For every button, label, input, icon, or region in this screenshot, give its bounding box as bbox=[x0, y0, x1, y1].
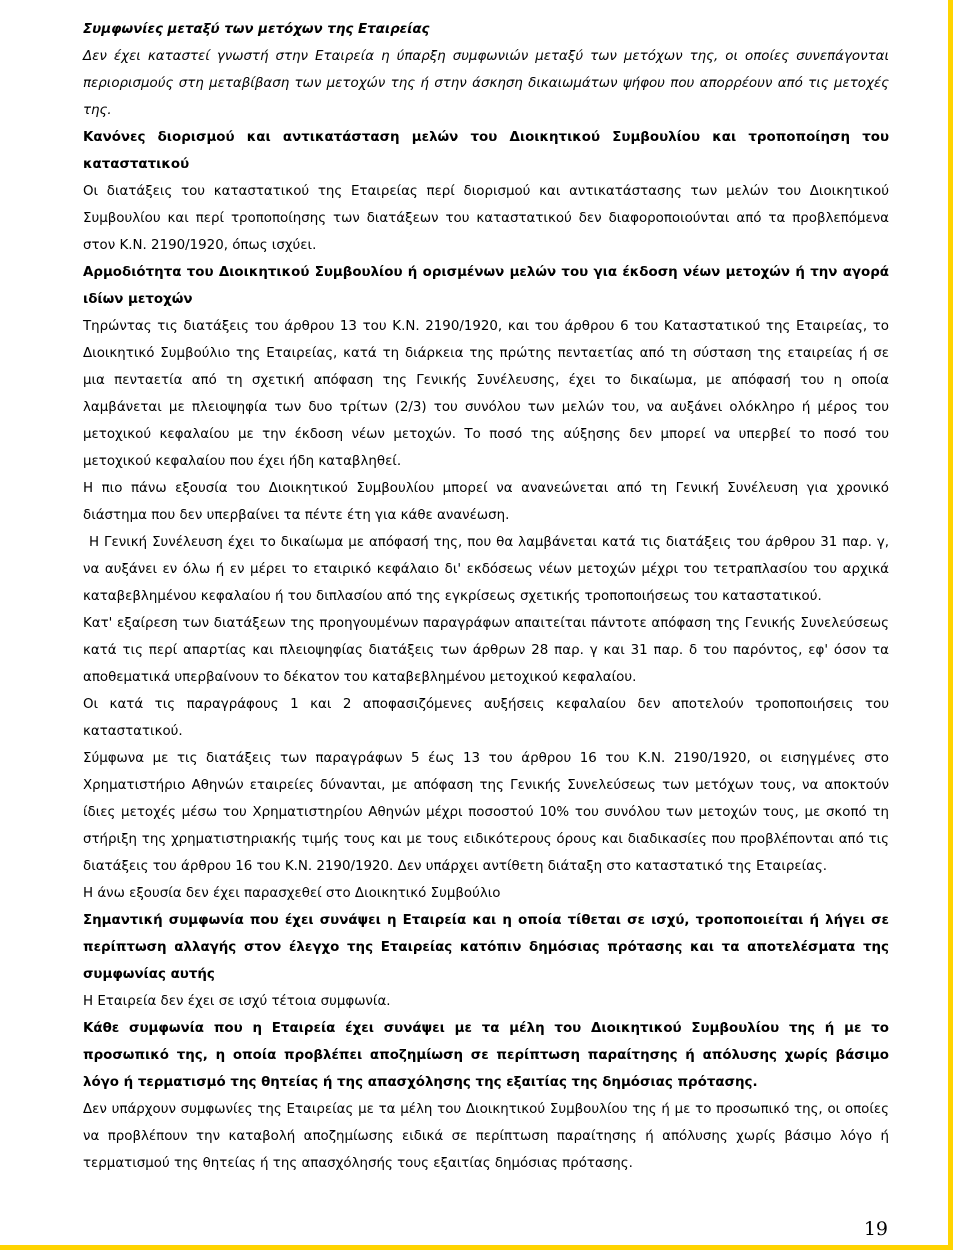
section-heading-shareholder-agreements: Συμφωνίες μεταξύ των μετόχων της Εταιρείας bbox=[83, 22, 430, 37]
section-heading-change-of-control: Σημαντική συμφωνία που έχει συνάψει η Εταιρεία και η οποία τίθεται σε ισχύ, τροποποιείται ή λήγει σε περίπτωση αλλαγής στον έλεγχο της Εταιρείας κατόπιν δημόσιας πρότασης και τα αποτελέσματα της συμφωνίας αυτής bbox=[83, 913, 889, 982]
paragraph-general-meeting-capital-increase: Η Γενική Συνέλευση έχει το δικαίωμα με απόφασή της, που θα λαμβάνεται κατά τις διατάξεις του άρθρου 31 παρ. γ, να αυξάνει εν όλω ή εν μέρει το εταιρικό κεφάλαιο δι' εκδόσεως νέων μετοχών μέχρι του τετραπλασίου του αρχικά καταβεβλημένου κεφαλαίου ή του διπλασίου από της εγκρίσεως σχετικής τροποποιήσεως του καταστατικού. bbox=[83, 535, 889, 604]
paragraph-capital-increase-not-amendment: Οι κατά τις παραγράφους 1 και 2 αποφασιζόμενες αυξήσεις κεφαλαίου δεν αποτελούν τροποποιήσεις του καταστατικού. bbox=[83, 697, 889, 739]
section-heading-compensation-agreements: Κάθε συμφωνία που η Εταιρεία έχει συνάψει με τα μέλη του Διοικητικού Συμβουλίου της ή με το προσωπικό της, η οποία προβλέπει αποζημίωση σε περίπτωση παραίτησης ή απόλυσης χωρίς βάσιμο λόγο ή τερματισμό της θητείας ή της απασχόλησης της εξαιτίας της δημόσιας πρότασης. bbox=[83, 1021, 889, 1090]
page-number: 19 bbox=[863, 1218, 888, 1240]
paragraph-share-issuance-authority: Τηρώντας τις διατάξεις του άρθρου 13 του Κ.Ν. 2190/1920, και του άρθρου 6 του Καταστατικού της Εταιρείας, το Διοικητικό Συμβούλιο της Εταιρείας, κατά τη διάρκεια της πρώτης πενταετίας από τη σύσταση της εταιρείας ή σε μια πενταετία από τη σχετική απόφαση της Γενικής Συνέλευσης, έχει το δικαίωμα, με απόφασή του η οποία λαμβάνεται με πλειοψηφία των δυο τρίτων (2/3) του συνόλου των μελών του, να αυξάνει ολόκληρο ή μέρος του μετοχικού κεφαλαίου με την έκδοση νέων μετοχών. Το ποσό της αύξησης δεν μπορεί να υπερβεί το ποσό του μετοχικού κεφαλαίου που έχει ήδη καταβληθεί. bbox=[83, 319, 889, 469]
paragraph-authority-renewal: Η πιο πάνω εξουσία του Διοικητικού Συμβουλίου μπορεί να ανανεώνεται από τη Γενική Συνέλευση για χρονικό διάστημα που δεν υπερβαίνει τα πέντε έτη για κάθε ανανέωση. bbox=[83, 481, 889, 523]
paragraph-own-shares-acquisition: Σύμφωνα με τις διατάξεις των παραγράφων 5 έως 13 του άρθρου 16 του Κ.Ν. 2190/1920, οι εισηγμένες στο Χρηματιστήριο Αθηνών εταιρείες δύνανται, με απόφαση της Γενικής Συνελεύσεως των μετόχων τους, να αποκτούν ίδιες μετοχές μέσω του Χρηματιστηρίου Αθηνών μέχρι ποσοστού 10% του συνόλου των μετοχών τους, με σκοπό τη στήριξη της χρηματιστηριακής τιμής τους και με τους ειδικότερους όρους και διαδικασίες που προβλέπονται από τις διατάξεις του άρθρου 16 του Κ.Ν. 2190/1920. Δεν υπάρχει αντίθετη διάταξη στο καταστατικό της Εταιρείας. bbox=[83, 751, 889, 874]
paragraph-no-compensation-agreements: Δεν υπάρχουν συμφωνίες της Εταιρείας με τα μέλη του Διοικητικού Συμβουλίου της ή με το προσωπικό της, οι οποίες να προβλέπουν την καταβολή αποζημίωσης ειδικά σε περίπτωση παραίτησης ή απόλυσης χωρίς βάσιμο λόγο ή τερματισμού της θητείας ή της απασχόλησής τους εξαιτίας δημόσιας πρότασης. bbox=[83, 1102, 889, 1171]
section-heading-board-share-issuance: Αρμοδιότητα του Διοικητικού Συμβουλίου ή ορισμένων μελών του για έκδοση νέων μετοχών ή την αγορά ιδίων μετοχών bbox=[83, 265, 889, 307]
paragraph-no-change-of-control-agreement: Η Εταιρεία δεν έχει σε ισχύ τέτοια συμφωνία. bbox=[83, 994, 391, 1009]
document-body bbox=[83, 16, 889, 1177]
section-heading-board-appointment-rules: Κανόνες διορισμού και αντικατάσταση μελών του Διοικητικού Συμβουλίου και τροποποίηση του καταστατικού bbox=[83, 130, 889, 172]
paragraph-authority-not-granted: Η άνω εξουσία δεν έχει παρασχεθεί στο Διοικητικό Συμβούλιο bbox=[83, 886, 501, 901]
paragraph-exception-general-meeting: Κατ' εξαίρεση των διατάξεων της προηγουμένων παραγράφων απαιτείται πάντοτε απόφαση της Γενικής Συνελεύσεως κατά τις περί απαρτίας και πλειοψηφίας διατάξεις των άρθρων 28 παρ. γ και 31 παρ. δ του παρόντος, εφ' όσον τα αποθεματικά υπερβαίνουν το δέκατον του καταβεβλημένου μετοχικού κεφαλαίου. bbox=[83, 616, 889, 685]
paragraph-board-appointment-rules: Οι διατάξεις του καταστατικού της Εταιρείας περί διορισμού και αντικατάστασης των μελών του Διοικητικού Συμβουλίου και περί τροποποίησης των διατάξεων του καταστατικού δεν διαφοροποιούνται από τα προβλεπόμενα στον Κ.Ν. 2190/1920, όπως ισχύει. bbox=[83, 184, 889, 253]
paragraph-shareholder-agreements: Δεν έχει καταστεί γνωστή στην Εταιρεία η ύπαρξη συμφωνιών μεταξύ των μετόχων της, οι οποίες συνεπάγονται περιορισμούς στη μεταβίβαση των μετοχών της ή στην άσκηση δικαιωμάτων ψήφου που απορρέουν από τις μετοχές της. bbox=[83, 49, 889, 118]
